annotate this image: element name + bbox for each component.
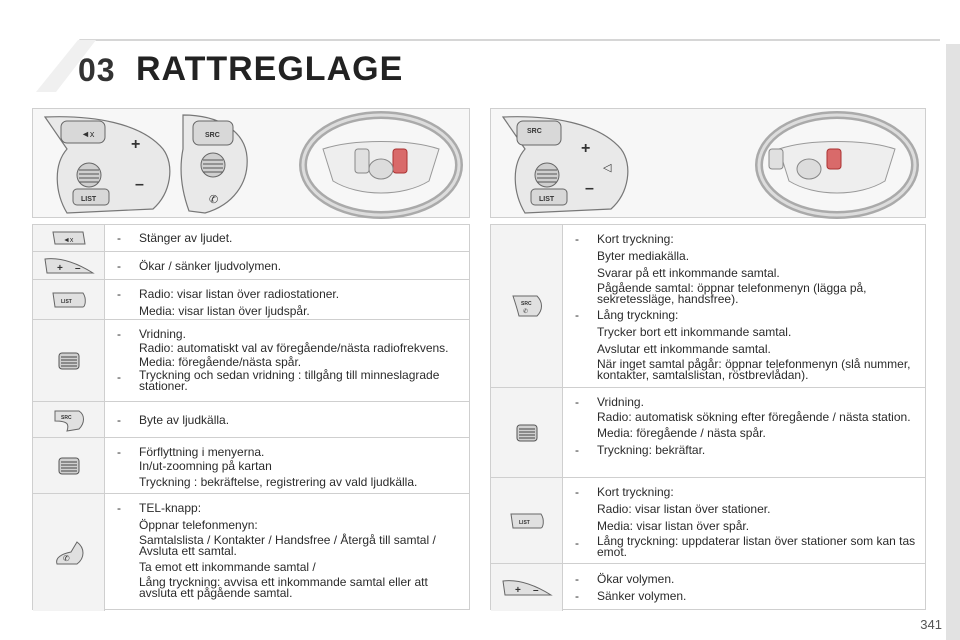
bullet-text: Stänger av ljudet. <box>139 231 233 245</box>
table-row <box>33 493 469 611</box>
bullet-text: Lång tryckning: <box>597 308 679 322</box>
svg-text:LIST: LIST <box>81 196 97 203</box>
svg-text:LIST: LIST <box>539 196 555 203</box>
list-button-icon <box>33 280 105 319</box>
sub-text: Lång tryckning: avvisa ett inkommande samtal eller att avsluta ett pågående samtal. <box>139 575 428 600</box>
table-row <box>33 401 469 437</box>
thumbwheel-icon <box>33 438 105 493</box>
page-title: RATTREGLAGE <box>136 50 404 88</box>
right-steering-controls-image <box>491 109 927 219</box>
thumbwheel-icon <box>33 320 105 401</box>
bullet-text: Kort tryckning: <box>597 485 674 499</box>
sub-text: Media: visar listan över spår. <box>597 519 750 533</box>
side-tab <box>946 44 960 640</box>
bullet-text: Ökar / sänker ljudvolymen. <box>139 258 282 273</box>
svg-text:+: + <box>56 262 63 274</box>
svg-text:SRC: SRC <box>520 301 532 307</box>
row-text: - Ökar / sänker ljudvolymen. <box>117 258 282 273</box>
sub-text: När inget samtal pågår: öppnar telefonmenyn (slå nummer, kontakter, samtalslistan, röstbrevlådan). <box>597 357 911 382</box>
bullet-text: Kort tryckning: <box>597 232 674 246</box>
page-number: 341 <box>920 617 942 632</box>
sub-text: Svarar på ett inkommande samtal. <box>597 266 780 280</box>
left-steering-controls-image <box>33 109 471 219</box>
bullet-text: Lång tryckning: uppdaterar listan över stationer som kan tas emot. <box>597 534 916 559</box>
chapter-number: 03 <box>78 52 116 88</box>
bullet-text: Vridning. <box>139 327 186 341</box>
bullet-text: Byte av ljudkälla. <box>139 412 230 427</box>
svg-text:+: + <box>581 140 591 157</box>
svg-text:+: + <box>131 136 141 153</box>
mute-button-icon <box>33 225 105 251</box>
table-row <box>33 437 469 493</box>
tel-button-icon <box>33 494 105 611</box>
svg-text:◄x: ◄x <box>81 129 95 139</box>
svg-text:◄x: ◄x <box>62 237 73 244</box>
row-text: - Kort tryckning: Byter mediakälla. Svarar på ett inkommande samtal. Pågående samtal: öppnar telefonmenyn (lägga på, sekretessläge, handsfree). - Lång tryckning: Trycker bort ett inkommande samtal. Avslutar ett inkommande samtal. När inget samtal pågår: öppnar telefonmenyn (slå nummer, kontakter, samtalslistan, röstbrevlådan). <box>563 225 925 387</box>
row-text: - Vridning. Radio: automatisk sökning efter föregående / nästa station. Media: föregående / nästa spår. - Tryckning: bekräftar. <box>563 388 925 477</box>
table-row <box>491 225 925 387</box>
svg-text:LIST: LIST <box>60 298 72 305</box>
table-row <box>33 251 469 279</box>
list-button-icon <box>491 478 563 563</box>
table-row <box>33 225 469 251</box>
right-illustration <box>490 108 926 218</box>
svg-text:–: – <box>532 584 539 596</box>
bullet-text: Ökar volymen. <box>597 572 675 586</box>
src-button-icon <box>33 402 105 437</box>
bullet-text: TEL-knapp: <box>139 501 202 515</box>
bullet-text: Vridning. <box>597 395 644 409</box>
row-text: - Förflyttning i menyerna. In/ut-zoomning på kartan Tryckning : bekräftelse, registrering av vald ljudkälla. <box>105 438 469 493</box>
svg-text:✆: ✆ <box>522 309 528 315</box>
bullet-text: Sänker volymen. <box>597 589 687 603</box>
svg-text:◁: ◁ <box>603 162 612 174</box>
left-illustration <box>32 108 470 218</box>
table-row <box>491 477 925 563</box>
sub-text: Tryckning : bekräftelse, registrering av vald ljudkälla. <box>139 475 418 489</box>
svg-text:–: – <box>135 176 144 193</box>
bullet-text: Förflyttning i menyerna. <box>139 445 265 459</box>
svg-text:✆: ✆ <box>209 194 219 206</box>
row-text: - Byte av ljudkälla. <box>117 412 230 427</box>
sub-text: Media: visar listan över ljudspår. <box>139 304 310 318</box>
row-text: - Kort tryckning: Radio: visar listan över stationer. Media: visar listan över spår. - Lång tryckning: uppdaterar listan över stationer som kan tas emot. <box>575 485 916 559</box>
svg-text:SRC: SRC <box>205 132 220 139</box>
svg-text:✆: ✆ <box>62 553 70 563</box>
sub-text: Media: föregående/nästa spår. <box>139 355 302 369</box>
bullet-text: Tryckning: bekräftar. <box>597 443 706 457</box>
left-table <box>32 224 470 610</box>
sub-text: Radio: automatiskt val av föregående/nästa radiofrekvens. <box>139 341 449 355</box>
sub-text: Öppnar telefonmenyn: <box>139 518 258 532</box>
table-row <box>33 279 469 319</box>
sub-text: In/ut-zoomning på kartan <box>139 459 272 473</box>
volume-plus-minus-icon <box>491 564 563 611</box>
svg-text:SRC: SRC <box>527 128 542 135</box>
sub-text: Byter mediakälla. <box>597 249 690 263</box>
row-text: - Vridning. Radio: automatiskt val av föregående/nästa radiofrekvens. Media: föregående/nästa spår. - Tryckning och sedan vridning : tillgång till minneslagrade stationer. <box>105 320 469 401</box>
volume-plus-minus-icon <box>33 252 105 279</box>
thumbwheel-icon <box>491 388 563 477</box>
row-text: - Stänger av ljudet. <box>117 231 233 245</box>
svg-text:–: – <box>74 262 81 274</box>
row-text: - Ökar volymen. - Sänker volymen. <box>575 572 687 603</box>
sub-text: Ta emot ett inkommande samtal / <box>139 560 316 574</box>
sub-text: Trycker bort ett inkommande samtal. <box>597 325 792 339</box>
sub-text: Media: föregående / nästa spår. <box>597 426 766 440</box>
bullet-text: Tryckning och sedan vridning : tillgång till minneslagrade stationer. <box>139 368 440 393</box>
sub-text: Avslutar ett inkommande samtal. <box>597 342 771 356</box>
src-tel-button-icon <box>491 225 563 387</box>
sub-text: Radio: visar listan över stationer. <box>597 502 771 516</box>
table-row <box>33 319 469 401</box>
right-table <box>490 224 926 610</box>
sub-text: Radio: automatisk sökning efter föregående / nästa station. <box>597 410 911 424</box>
svg-text:SRC: SRC <box>60 414 72 421</box>
svg-text:–: – <box>585 180 594 197</box>
table-row <box>491 387 925 477</box>
svg-text:LIST: LIST <box>518 519 530 526</box>
sub-text: Samtalslista / Kontakter / Handsfree / Återgå till samtal / Avsluta ett samtal. <box>139 533 436 558</box>
svg-text:+: + <box>514 584 521 596</box>
row-text: - Radio: visar listan över radiostationer. Media: visar listan över ljudspår. <box>105 280 469 319</box>
sub-text: Pågående samtal: öppnar telefonmenyn (lägga på, sekretessläge, handsfree). <box>597 281 867 306</box>
row-text: - TEL-knapp: Öppnar telefonmenyn: Samtalslista / Kontakter / Handsfree / Återgå till samtal / Avsluta ett samtal. Ta emot ett inkommande samtal / Lång tryckning: avvisa ett inkommande samtal eller att avsluta ett pågående samtal. <box>105 494 469 611</box>
table-row <box>491 563 925 611</box>
bullet-text: Radio: visar listan över radiostationer. <box>139 287 340 301</box>
